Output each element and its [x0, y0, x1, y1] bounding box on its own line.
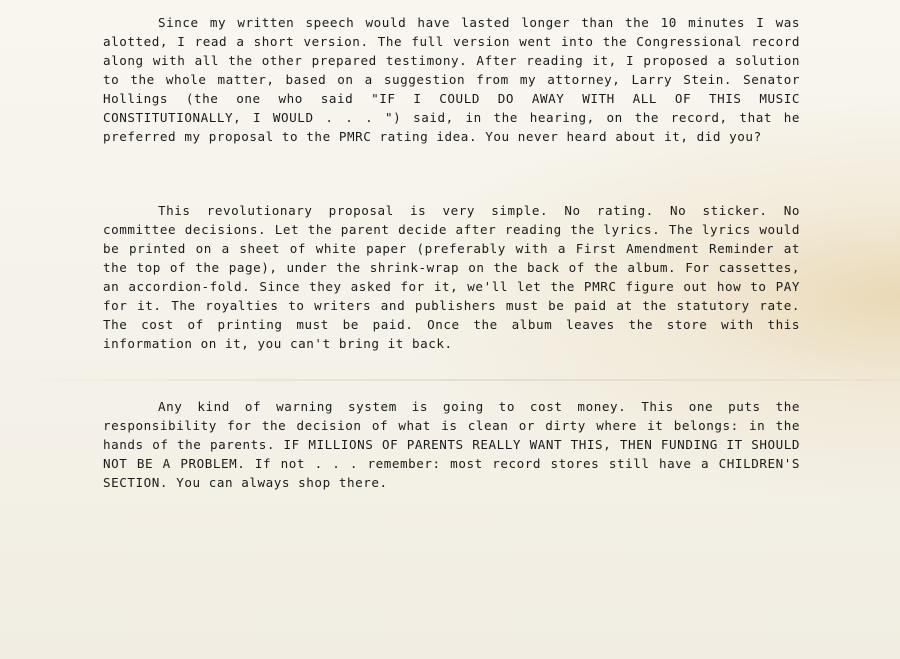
paragraph-testimony-summary: Since my written speech would have lasted longer than the 10 minutes I was alotted, I read a short version. The full version went into the Congressional record along with all the other prepared testimony. After reading it, I proposed a solution to the whole matter, based on a suggestion from my attorney, Larry Stein. Senator Hollings (the one who said "IF I COULD DO AWAY WITH ALL OF THIS MUSIC CONSTITUTIONALLY, I WOULD . . . ") said, in the hearing, on the record, that he preferred my proposal to the PMRC rating idea. You never heard about it, did you? — [103, 15, 800, 145]
paper-fold-crease — [0, 379, 900, 381]
paragraph-warning-system: Any kind of warning system is going to cost money. This one puts the responsibility for the decision of what is clean or dirty where it belongs: in the hands of the parents. IF MILLIONS OF PARENTS REALLY WANT THIS, THEN FUNDING IT SHOULD NOT BE A PROBLEM. If not . . . remember: most record stores still have a CHILDREN'S SECTION. You can always shop there. — [103, 399, 800, 491]
paragraph-revolutionary-proposal: This revolutionary proposal is very simple. No rating. No sticker. No committee decisions. Let the parent decide after reading the lyrics. The lyrics would be printed on a sheet of white paper (preferably with a First Amendment Reminder at the top of the page), under the shrink-wrap on the back of the album. For cassettes, an accordion-fold. Since they asked for it, we'll let the PMRC figure out how to PAY for it. The royalties to writers and publishers must be paid at the statutory rate. The cost of printing must be paid. Once the album leaves the store with this information on it, you can't bring it back. — [103, 203, 800, 352]
